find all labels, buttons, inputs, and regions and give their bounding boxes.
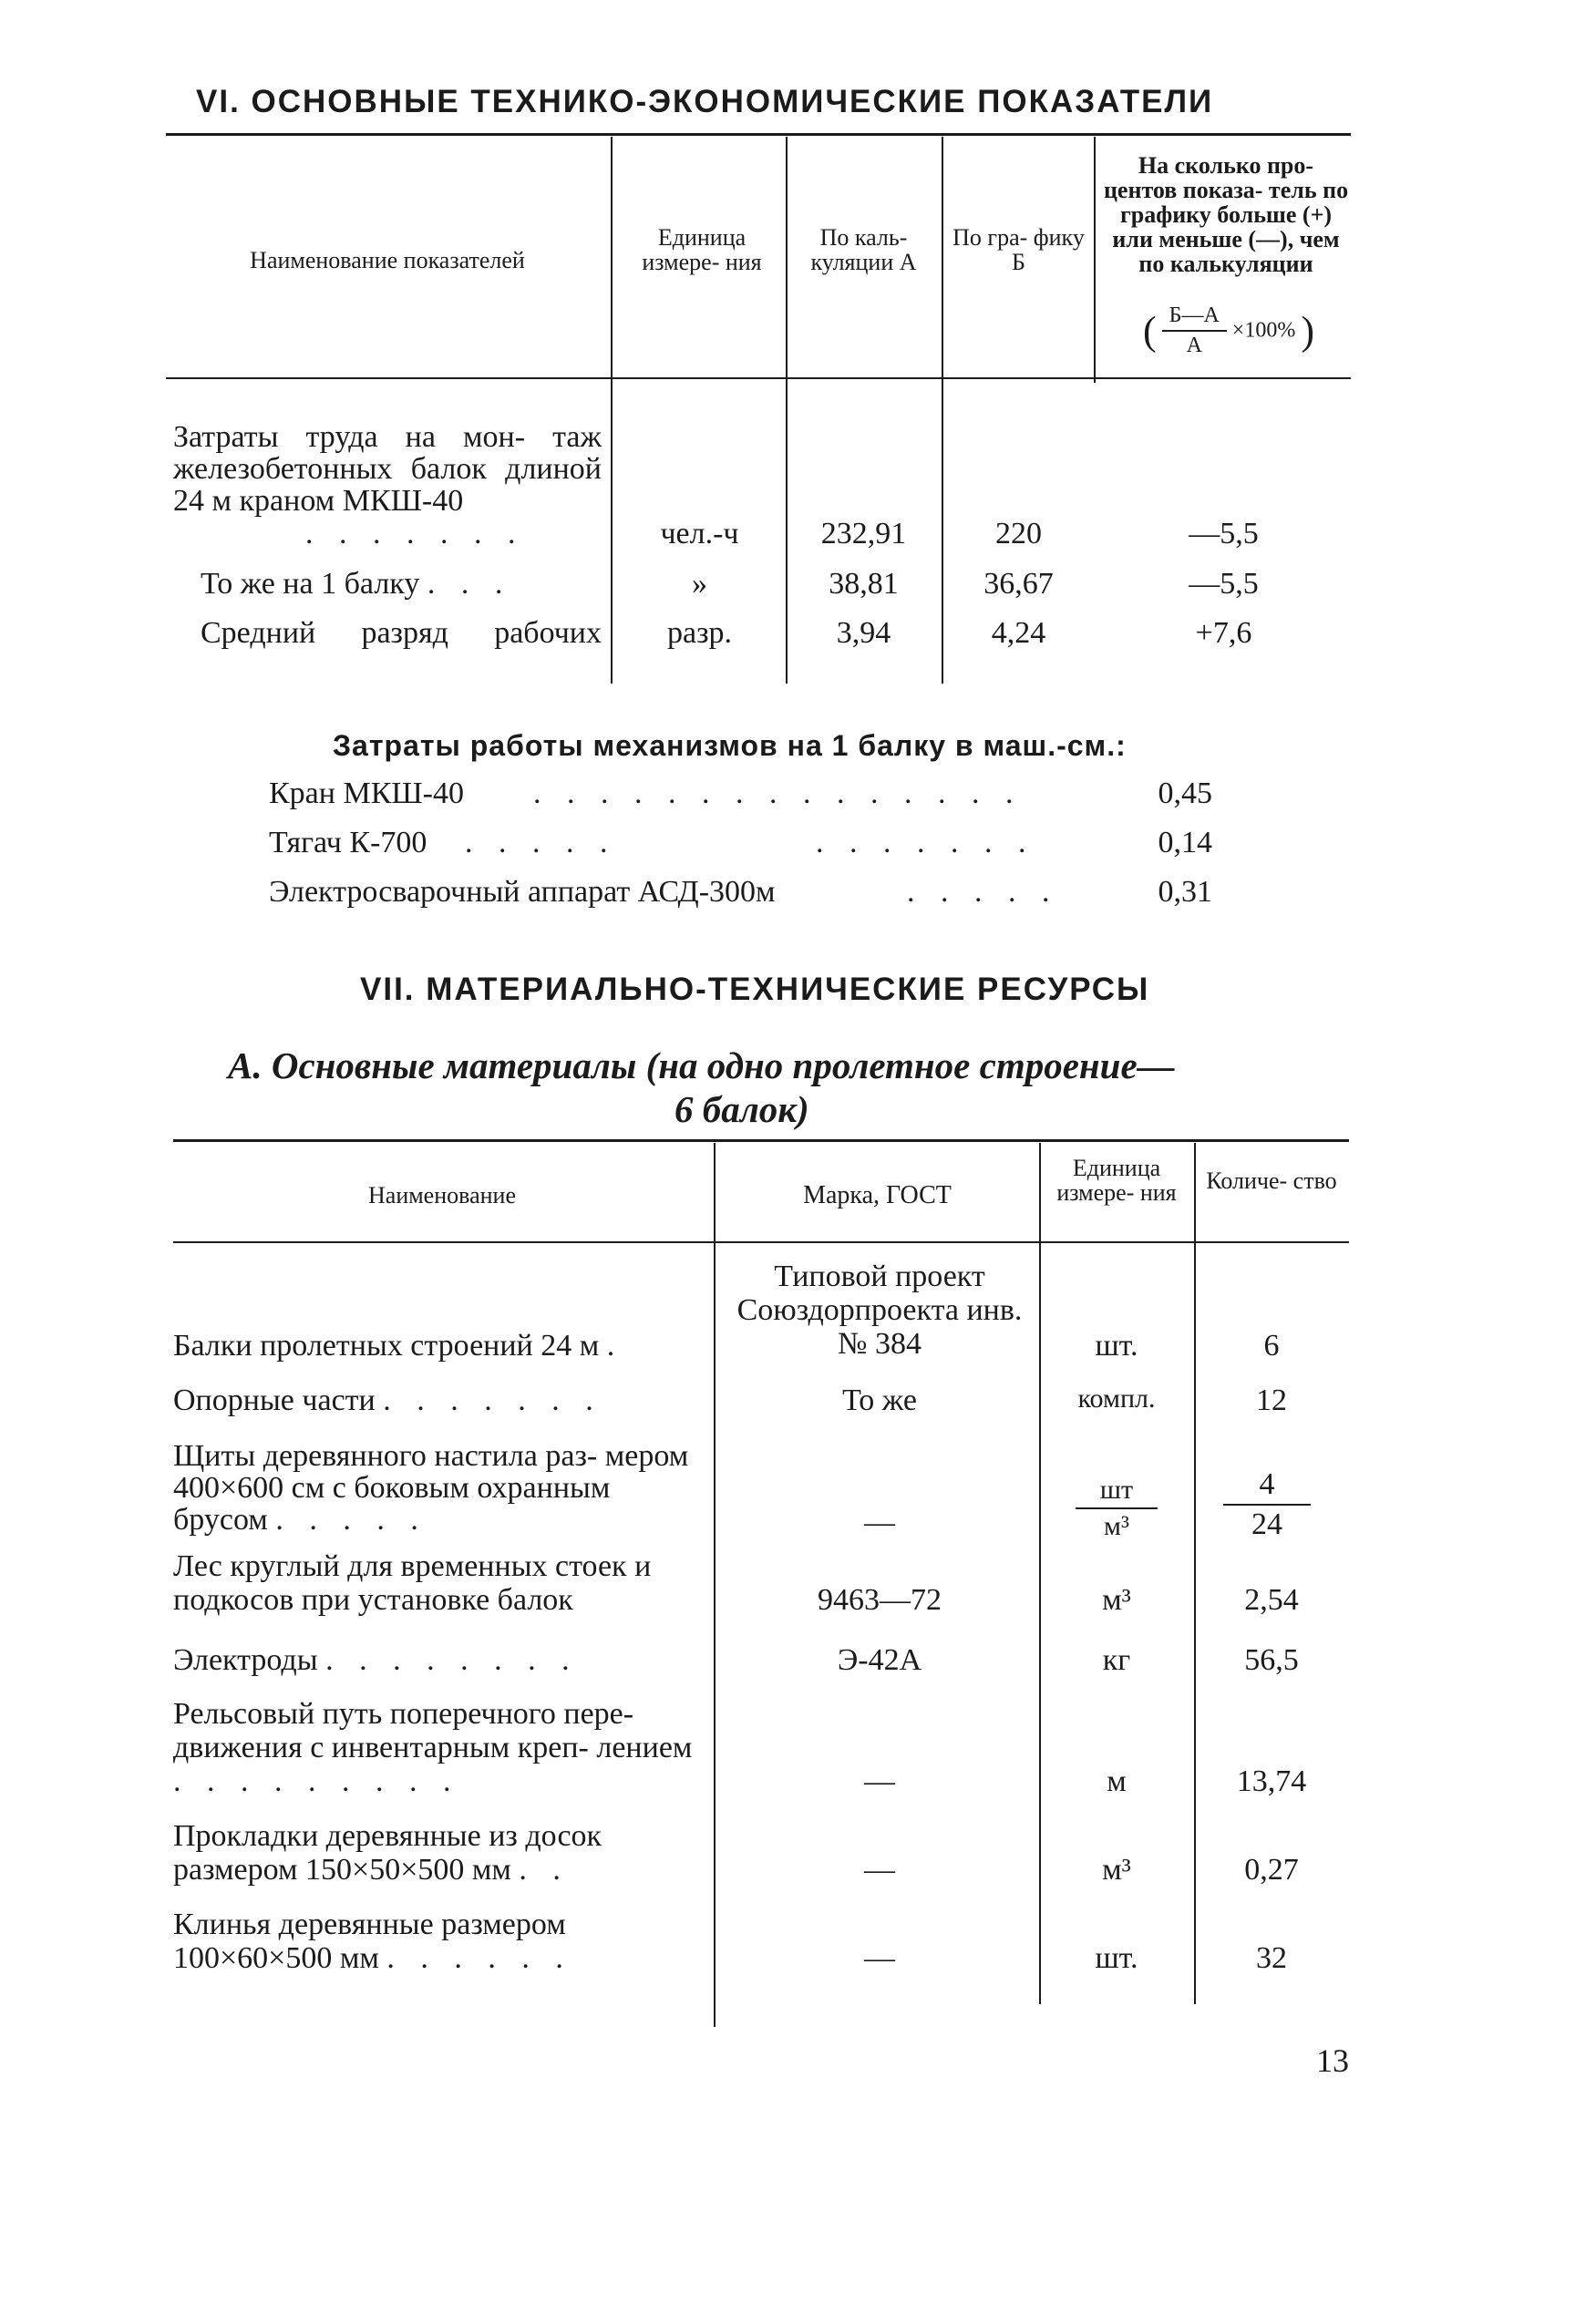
material-row-qty-fraction — [1223, 1467, 1311, 1542]
material-row-name: Щиты деревянного настила раз- мером 400×600 см с боковым охранным брусом . . . . . — [173, 1439, 689, 1537]
table1-row-diff: —5,5 — [1189, 517, 1259, 550]
diff-formula: ( $\frac{Б—А}{А}$ ×100% ) — [1143, 303, 1314, 357]
table1-row-calc: 38,81 — [829, 567, 899, 601]
table1-row-unit: » — [692, 567, 707, 601]
formula-numerator: Б—А — [1162, 303, 1227, 332]
table1-row-name: Средний разряд рабочих — [201, 616, 602, 650]
material-row-qty: 32 — [1256, 1941, 1287, 1975]
table1-top-rule — [166, 133, 1351, 136]
material-row-name: Клинья деревянные размером 100×60×500 мм . . . . . . — [173, 1908, 572, 1975]
material-row-qty: 0,27 — [1244, 1853, 1299, 1887]
col-header-qty: Количе- ство — [1206, 1167, 1337, 1194]
table2-divider — [1039, 1143, 1041, 2004]
material-row-unit: м — [1107, 1764, 1127, 1798]
material-row-mark: 9463—72 — [818, 1583, 942, 1617]
row-label: Электроды — [173, 1643, 318, 1677]
unit-denominator: м³ — [1104, 1511, 1129, 1541]
machine-row: Кран МКШ-40 . . . . . . . . . . . . . . . 0,45 — [269, 777, 1212, 810]
material-row-mark: — — [864, 1853, 895, 1887]
machine-row: Электросварочный аппарат АСД-300м . . . . . 0,31 — [269, 875, 1212, 909]
material-row-qty: 56,5 — [1244, 1643, 1299, 1677]
subtitle-line-2: 6 балок) — [674, 1088, 809, 1130]
material-row-mark: — — [864, 1941, 895, 1975]
material-row-unit: шт. — [1095, 1329, 1138, 1363]
col-header-diff: На сколько про- центов показа- тель по графику больше (+) или меньше (—), чем по калькуляции — [1103, 152, 1349, 277]
material-row-unit: шт. — [1095, 1941, 1138, 1975]
table1-row-unit: разр. — [666, 616, 733, 650]
formula-denominator: А — [1186, 334, 1202, 357]
material-row-mark: — — [864, 1764, 895, 1798]
section-7-subtitle — [228, 1044, 1322, 1131]
col-header-name: Наименование — [368, 1182, 516, 1209]
table1-row-graph: 36,67 — [983, 567, 1054, 601]
row-label: Прокладки деревянные из досок размером 150×50×500 мм — [173, 1819, 602, 1887]
table1-row-graph: 4,24 — [991, 616, 1046, 650]
table2-divider — [1194, 1143, 1196, 2004]
table1-row-calc: 3,94 — [836, 616, 891, 650]
material-row-mark: Э-42А — [837, 1643, 922, 1677]
material-row-unit: кг — [1102, 1643, 1131, 1677]
material-row-unit: м³ — [1102, 1853, 1131, 1887]
material-row-qty: 13,74 — [1236, 1764, 1307, 1798]
row-label: То же на 1 балку — [201, 567, 420, 601]
row-label: Щиты деревянного настила раз- мером 400×600 см с боковым охранным брусом — [173, 1439, 689, 1537]
machine-value: 0,31 — [1158, 875, 1212, 909]
table1-row-diff: —5,5 — [1189, 567, 1259, 601]
unit-numerator: шт — [1076, 1475, 1158, 1509]
page-number: 13 — [1316, 2042, 1349, 2079]
material-row-unit-fraction — [1076, 1475, 1158, 1542]
table1-row-calc: 232,91 — [820, 517, 907, 550]
material-row-name: Опорные части . . . . . . . — [173, 1383, 602, 1417]
material-row-name: Лес круглый для временных стоек и подкосов при установке балок — [173, 1549, 652, 1617]
section-7-title: VII. МАТЕРИАЛЬНО-ТЕХНИЧЕСКИЕ РЕСУРСЫ — [360, 972, 1150, 1007]
table1-divider — [611, 137, 613, 684]
machine-name: Тягач К-700 — [269, 826, 427, 859]
material-row-name: Рельсовый путь поперечного пере- движения с инвентарным креп- лением . . . . . . . . . — [173, 1697, 693, 1798]
material-row-mark: — — [864, 1506, 895, 1539]
material-row-mark: Типовой проект Союздорпроекта инв. № 384 — [736, 1260, 1023, 1361]
col-header-unit: Единица измере- ния — [1056, 1155, 1177, 1206]
table2-header-rule — [173, 1241, 1349, 1243]
material-row-unit: м³ — [1102, 1583, 1131, 1617]
material-row-qty: 12 — [1256, 1383, 1287, 1417]
row-label: Клинья деревянные размером 100×60×500 мм — [173, 1908, 566, 1975]
col-header-mark: Марка, ГОСТ — [803, 1181, 952, 1209]
machine-value: 0,14 — [1158, 826, 1212, 859]
material-row-name: Электроды . . . . . . . . — [173, 1643, 579, 1677]
table1-row-unit: чел.-ч — [660, 517, 739, 550]
col-header-unit: Единица измере- ния — [642, 224, 762, 275]
table1-header-rule — [166, 377, 1351, 379]
machine-value: 0,45 — [1158, 777, 1212, 810]
table1-divider — [1094, 137, 1096, 383]
row-label: Опорные части — [173, 1383, 376, 1417]
machines-title: Затраты работы механизмов на 1 балку в маш.-см.: — [333, 729, 1127, 762]
col-header-calc: По каль- куляции А — [810, 224, 917, 275]
material-row-qty: 2,54 — [1244, 1583, 1299, 1617]
machine-name: Кран МКШ-40 — [269, 777, 464, 810]
formula-multiplier: ×100% — [1231, 318, 1296, 343]
table1-divider — [786, 137, 788, 684]
table1-divider — [942, 137, 943, 684]
table1-row-name: То же на 1 балку . . . — [201, 567, 512, 601]
table1-leader: . . . . . . . — [305, 517, 525, 550]
material-row-name: Прокладки деревянные из досок размером 150×50×500 мм . . — [173, 1819, 602, 1887]
row-label: Балки пролетных строений 24 м — [173, 1329, 600, 1363]
table2-top-rule — [173, 1139, 1349, 1142]
table1-row-diff: +7,6 — [1195, 616, 1252, 650]
material-row-qty: 6 — [1263, 1329, 1280, 1363]
table2-divider — [714, 1143, 716, 2027]
table1-row-name: Затраты труда на мон- таж железобетонных балок длиной 24 м краном МКШ-40 — [173, 420, 602, 518]
qty-denominator: 24 — [1251, 1507, 1282, 1541]
qty-numerator: 4 — [1223, 1467, 1311, 1506]
row-label: Рельсовый путь поперечного пере- движения с инвентарным креп- лением — [173, 1697, 693, 1764]
material-row-unit: компл. — [1077, 1383, 1156, 1414]
col-header-graph: По гра- фику Б — [952, 224, 1085, 275]
subtitle-line-1: А. Основные материалы (на одно пролетное строение— — [228, 1044, 1175, 1086]
material-row-mark: То же — [842, 1383, 917, 1417]
section-6-title: VI. ОСНОВНЫЕ ТЕХНИКО-ЭКОНОМИЧЕСКИЕ ПОКАЗАТЕЛИ — [196, 84, 1214, 119]
table1-row-graph: 220 — [995, 517, 1042, 550]
col-header-name: Наименование показателей — [250, 247, 525, 273]
machine-row: Тягач К-700 . . . . . . . . . . . . 0,14 — [269, 826, 1212, 859]
machine-name: Электросварочный аппарат АСД-300м — [269, 875, 776, 909]
material-row-name: Балки пролетных строений 24 м . — [173, 1329, 624, 1363]
